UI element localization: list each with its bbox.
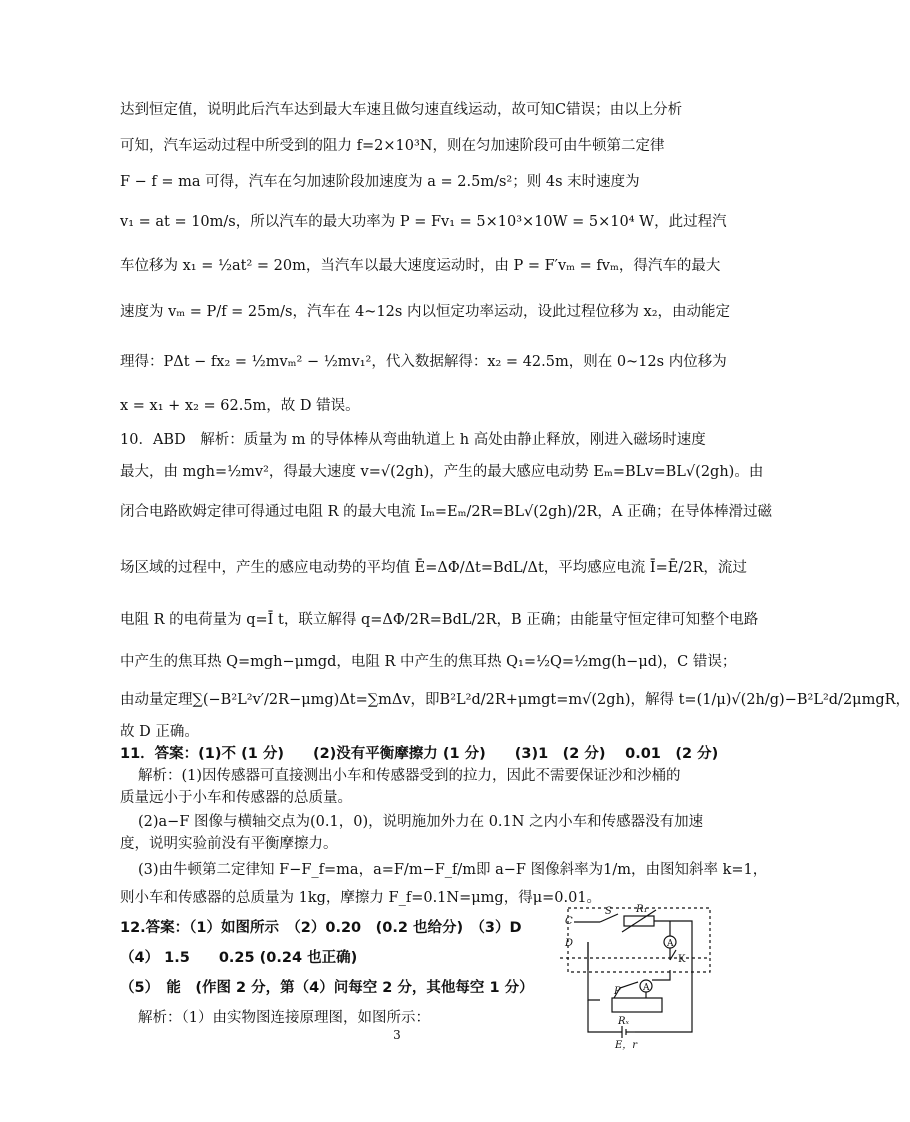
label-c: C — [565, 916, 573, 927]
text-line: v₁ = at = 10m/s，所以汽车的最大功率为 P = Fv₁ = 5×10³×10W = 5×10⁴ W，此过程汽 — [120, 214, 727, 230]
text-line: 中产生的焦耳热 Q=mgh−μmgd，电阻 R 中产生的焦耳热 Q₁=½Q=½mg(h−μd)，C 错误； — [120, 654, 737, 670]
label-rx: Rₓ — [618, 1016, 630, 1027]
label-d: D — [565, 938, 574, 949]
text-line: （4） 1.5 0.25 (0.24 也正确) — [120, 950, 358, 966]
text-line: (3)由牛顿第二定律知 F−F_f=ma，a=F/m−F_f/m即 a−F 图像斜率为1/m，由图知斜率 k=1， — [138, 862, 768, 878]
text-line: 车位移为 x₁ = ½at² = 20m，当汽车以最大速度运动时，由 P = F′vₘ = fvₘ，得汽车的最大 — [120, 258, 721, 274]
text-line: 达到恒定值，说明此后汽车达到最大车速且做匀速直线运动，故可知C错误；由以上分析 — [120, 102, 683, 118]
text-line: 理得：PΔt − fx₂ = ½mvₘ² − ½mv₁²，代入数据解得：x₂ = 42.5m，则在 0~12s 内位移为 — [120, 354, 727, 370]
label-r1: R₁ — [636, 904, 648, 915]
text-line: 最大，由 mgh=½mv²，得最大速度 v=√(2gh)，产生的最大感应电动势 Eₘ=BLv=BL√(2gh)。由 — [120, 464, 764, 480]
text-line: （5） 能 (作图 2 分，第（4）问每空 2 分，其他每空 1 分） — [120, 980, 534, 996]
text-line: (2)a−F 图像与横轴交点为(0.1，0)，说明施加外力在 0.1N 之内小车和传感器没有加速 — [138, 814, 704, 830]
ammeter-a1: A — [667, 939, 674, 949]
label-er: E，r — [615, 1040, 638, 1051]
question-10-header: 10．ABD 解析：质量为 m 的导体棒从弯曲轨道上 h 高处由静止释放，刚进入磁场时速度 — [120, 432, 706, 448]
text-line: 解析：（1）由实物图连接原理图，如图所示： — [138, 1010, 430, 1026]
text-line: 质量远小于小车和传感器的总质量。 — [120, 790, 352, 806]
text-line: 电阻 R 的电荷量为 q=Ī t，联立解得 q=ΔΦ/2R=BdL/2R，B 正确；由能量守恒定律可知整个电路 — [120, 612, 759, 628]
page-number: 3 — [393, 1028, 401, 1042]
text-line: 可知，汽车运动过程中所受到的阻力 f=2×10³N，则在匀加速阶段可由牛顿第二定律 — [120, 138, 665, 154]
ammeter-a2: A — [643, 983, 650, 993]
text-line: F − f = ma 可得，汽车在匀加速阶段加速度为 a = 2.5m/s²；则 4s 末时速度为 — [120, 174, 640, 190]
label-k: K — [678, 954, 686, 965]
text-line: x = x₁ + x₂ = 62.5m，故 D 错误。 — [120, 398, 360, 414]
text-line: 闭合电路欧姆定律可得通过电阻 R 的最大电流 Iₘ=Eₘ/2R=BL√(2gh)/2R，A 正确；在导体棒滑过磁 — [120, 504, 772, 520]
text-line: 解析：(1)因传感器可直接测出小车和传感器受到的拉力，因此不需要保证沙和沙桶的 — [138, 768, 681, 784]
text-line: 速度为 vₘ = P/f = 25m/s，汽车在 4~12s 内以恒定功率运动，设此过程位移为 x₂，由动能定 — [120, 304, 731, 320]
text-line: 度，说明实验前没有平衡摩擦力。 — [120, 836, 338, 852]
question-12-answer: 12.答案：（1）如图所示 （2）0.20 (0.2 也给分) （3）D — [120, 920, 522, 936]
text-line: 场区域的过程中，产生的感应电动势的平均值 Ē=ΔΦ/Δt=BdL/Δt，平均感应电流 Ī=Ē/2R，流过 — [120, 560, 747, 576]
text-line: 由动量定理∑(−B²L²v′/2R−μmg)Δt=∑mΔv，即B²L²d/2R+μmgt=m√(2gh)，解得 t=(1/μ)√(2h/g)−B²L²d/2μmgR， — [120, 692, 910, 708]
label-p: P — [614, 986, 621, 997]
label-s: S — [605, 906, 612, 917]
text-line: 则小车和传感器的总质量为 1kg，摩擦力 F_f=0.1N=μmg，得μ=0.01。 — [120, 890, 602, 906]
text-line: 故 D 正确。 — [120, 724, 199, 740]
question-11-answer: 11．答案：(1)不 (1 分) (2)没有平衡摩擦力 (1 分) (3)1 (2 分) 0.01 (2 分) — [120, 746, 719, 762]
